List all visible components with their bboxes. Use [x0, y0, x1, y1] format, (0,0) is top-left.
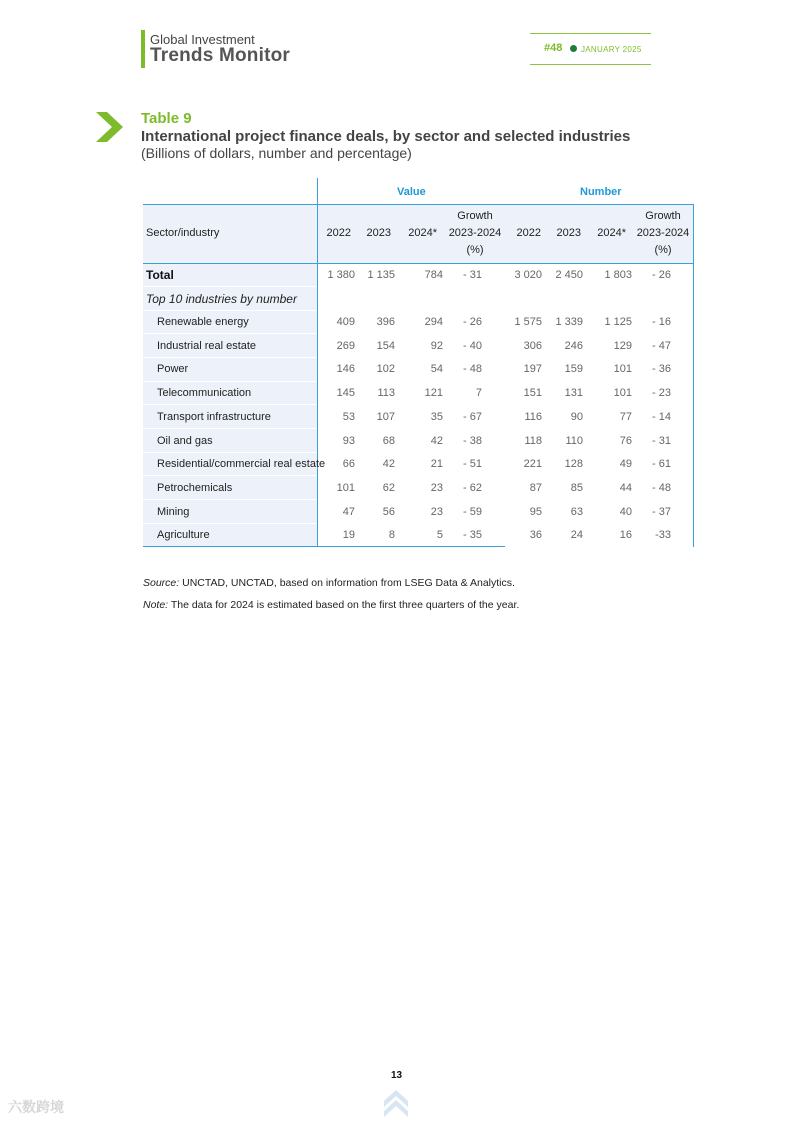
growth-header-line: (%): [654, 244, 672, 256]
table-cell: 87: [529, 482, 542, 494]
growth-header-line: (%): [466, 244, 484, 256]
year-header: 2023: [366, 227, 391, 239]
table-cell: 95: [529, 506, 542, 518]
table-row-label: Mining: [157, 506, 190, 518]
table-cell: 113: [377, 387, 395, 399]
table-cell: 131: [564, 387, 583, 399]
data-table: [143, 178, 694, 548]
table-cell: 118: [524, 435, 542, 447]
table-cell: - 23: [652, 387, 671, 399]
table-cell: 36: [529, 529, 542, 541]
table-label: Table 9: [141, 110, 192, 127]
source-text: UNCTAD, UNCTAD, based on information from LSEG Data & Analytics.: [179, 577, 515, 589]
table-subtitle: (Billions of dollars, number and percentage): [141, 145, 412, 161]
row-divider: [143, 452, 317, 453]
table-cell: - 36: [652, 363, 671, 375]
row-divider: [143, 381, 317, 382]
table-cell: 40: [619, 506, 632, 518]
growth-header-line: Growth: [645, 210, 681, 222]
table-cell: 1 575: [514, 316, 542, 328]
table-cell: 56: [382, 506, 395, 518]
table-cell: 5: [436, 529, 443, 541]
dot-icon: [570, 45, 577, 52]
table-cell: - 26: [463, 316, 482, 328]
table-cell: 151: [523, 387, 542, 399]
issue-number: #48: [544, 42, 563, 54]
growth-header-line: Growth: [457, 210, 493, 222]
table-cell: 107: [376, 411, 395, 423]
table-cell: 77: [619, 411, 632, 423]
table-cell: 129: [613, 340, 632, 352]
header-top-rule: [143, 204, 694, 205]
year-header: 2024*: [597, 227, 626, 239]
table-cell: 42: [382, 458, 395, 470]
header-bottom-rule: [143, 263, 694, 264]
row-divider: [143, 286, 317, 287]
table-cell: - 31: [652, 435, 671, 447]
table-cell: 246: [564, 340, 583, 352]
table-cell: 3 020: [514, 269, 542, 281]
source-label: Source:: [143, 577, 180, 589]
table-cell: 1 339: [555, 316, 583, 328]
issue-date: JANUARY 2025: [581, 45, 642, 54]
row-divider: [143, 357, 317, 358]
table-cell: - 35: [463, 529, 482, 541]
header-accent-bar: [141, 30, 145, 68]
series-title-top: Global Investment: [150, 32, 255, 47]
table-cell: - 26: [652, 269, 671, 281]
total-row-label: Total: [146, 268, 174, 282]
series-title-main: Trends Monitor: [150, 45, 291, 66]
table-cell: - 37: [652, 506, 671, 518]
label-column-band: [143, 205, 317, 547]
table-cell: - 48: [463, 363, 482, 375]
table-cell: 2 450: [555, 269, 583, 281]
note-label: Note:: [143, 599, 169, 611]
table-cell: 116: [524, 411, 542, 423]
table-cell: 197: [523, 363, 542, 375]
table-cell: 101: [613, 387, 632, 399]
table-cell: 54: [430, 363, 443, 375]
table-cell: 19: [342, 529, 355, 541]
issue-badge: [530, 33, 651, 65]
number-group-header: Number: [580, 186, 622, 198]
table-cell: 294: [424, 316, 443, 328]
table-cell: - 40: [463, 340, 482, 352]
table-cell: 159: [564, 363, 583, 375]
table-row-label: Residential/commercial real estate: [157, 458, 326, 470]
year-header: 2023: [556, 227, 581, 239]
table-cell: 1 803: [604, 269, 632, 281]
table-cell: - 31: [463, 269, 482, 281]
table-note: [143, 599, 519, 611]
table-cell: 269: [336, 340, 355, 352]
table-cell: - 48: [652, 482, 671, 494]
table-cell: 53: [342, 411, 355, 423]
table-cell: 68: [382, 435, 395, 447]
row-divider: [143, 499, 317, 500]
table-cell: - 51: [463, 458, 482, 470]
table-cell: 1 380: [327, 269, 355, 281]
table-cell: - 62: [463, 482, 482, 494]
table-cell: 35: [430, 411, 443, 423]
table-cell: 63: [570, 506, 583, 518]
year-header: 2022: [516, 227, 541, 239]
table-cell: 47: [342, 506, 355, 518]
table-row-label: Oil and gas: [157, 435, 213, 447]
table-row-label: Agriculture: [157, 529, 210, 541]
table-bottom-rule: [143, 546, 505, 547]
row-divider: [143, 310, 317, 311]
source-note: [143, 577, 515, 589]
chevron-up-icon[interactable]: [384, 1090, 408, 1118]
table-cell: 23: [430, 482, 443, 494]
sector-column-header: Sector/industry: [146, 227, 220, 239]
watermark: 六数跨境: [8, 1099, 64, 1115]
table-cell: - 47: [652, 340, 671, 352]
page-number: 13: [390, 1070, 403, 1081]
table-cell: 128: [564, 458, 583, 470]
table-cell: 23: [430, 506, 443, 518]
year-header: 2024*: [408, 227, 437, 239]
table-title: International project finance deals, by sector and selected industries: [141, 128, 631, 145]
table-cell: 90: [570, 411, 583, 423]
row-divider: [143, 333, 317, 334]
table-cell: - 61: [652, 458, 671, 470]
table-cell: 24: [570, 529, 583, 541]
table-cell: 76: [619, 435, 632, 447]
table-row-label: Industrial real estate: [157, 340, 257, 352]
chevron-right-icon: [96, 112, 123, 142]
table-cell: 154: [376, 340, 395, 352]
table-cell: 396: [376, 316, 395, 328]
value-group-header: Value: [397, 186, 426, 198]
row-divider: [143, 404, 317, 405]
row-divider: [143, 523, 317, 524]
year-header: 2022: [326, 227, 351, 239]
table-cell: 1 135: [367, 269, 395, 281]
row-divider: [143, 475, 317, 476]
table-cell: 93: [342, 435, 355, 447]
table-cell: 101: [336, 482, 355, 494]
table-row-label: Petrochemicals: [157, 482, 233, 494]
table-cell: - 59: [463, 506, 482, 518]
table-cell: 92: [430, 340, 443, 352]
table-cell: 1 125: [604, 316, 632, 328]
table-cell: - 16: [652, 316, 671, 328]
table-row-label: Telecommunication: [157, 387, 252, 399]
table-cell: 102: [376, 363, 395, 375]
table-cell: 44: [619, 482, 632, 494]
table-cell: - 14: [652, 411, 671, 423]
group-row-label: Top 10 industries by number: [146, 292, 297, 306]
table-cell: 145: [336, 387, 355, 399]
table-cell: 66: [342, 458, 355, 470]
table-cell: 409: [336, 316, 355, 328]
table-cell: 110: [565, 435, 583, 447]
table-cell: -33: [655, 529, 671, 541]
table-cell: 306: [523, 340, 542, 352]
table-cell: - 38: [463, 435, 482, 447]
table-cell: 7: [475, 387, 482, 399]
row-divider: [143, 428, 317, 429]
table-cell: 85: [570, 482, 583, 494]
table-row-label: Power: [157, 363, 189, 375]
table-cell: 49: [619, 458, 632, 470]
table-cell: 42: [430, 435, 443, 447]
table-cell: 101: [613, 363, 632, 375]
growth-header-line: 2023-2024: [636, 227, 690, 239]
table-cell: 221: [523, 458, 542, 470]
table-cell: 21: [430, 458, 443, 470]
growth-header: [443, 208, 507, 259]
table-cell: - 67: [463, 411, 482, 423]
table-cell: 784: [424, 269, 443, 281]
table-cell: 121: [424, 387, 443, 399]
table-row-label: Transport infrastructure: [157, 411, 271, 423]
table-cell: 146: [336, 363, 355, 375]
note-text: The data for 2024 is estimated based on the first three quarters of the year.: [168, 599, 520, 611]
table-row-label: Renewable energy: [157, 316, 249, 328]
table-cell: 62: [382, 482, 395, 494]
table-cell: 16: [619, 529, 632, 541]
table-cell: 8: [388, 529, 395, 541]
growth-header: [631, 208, 695, 259]
growth-header-line: 2023-2024: [448, 227, 502, 239]
